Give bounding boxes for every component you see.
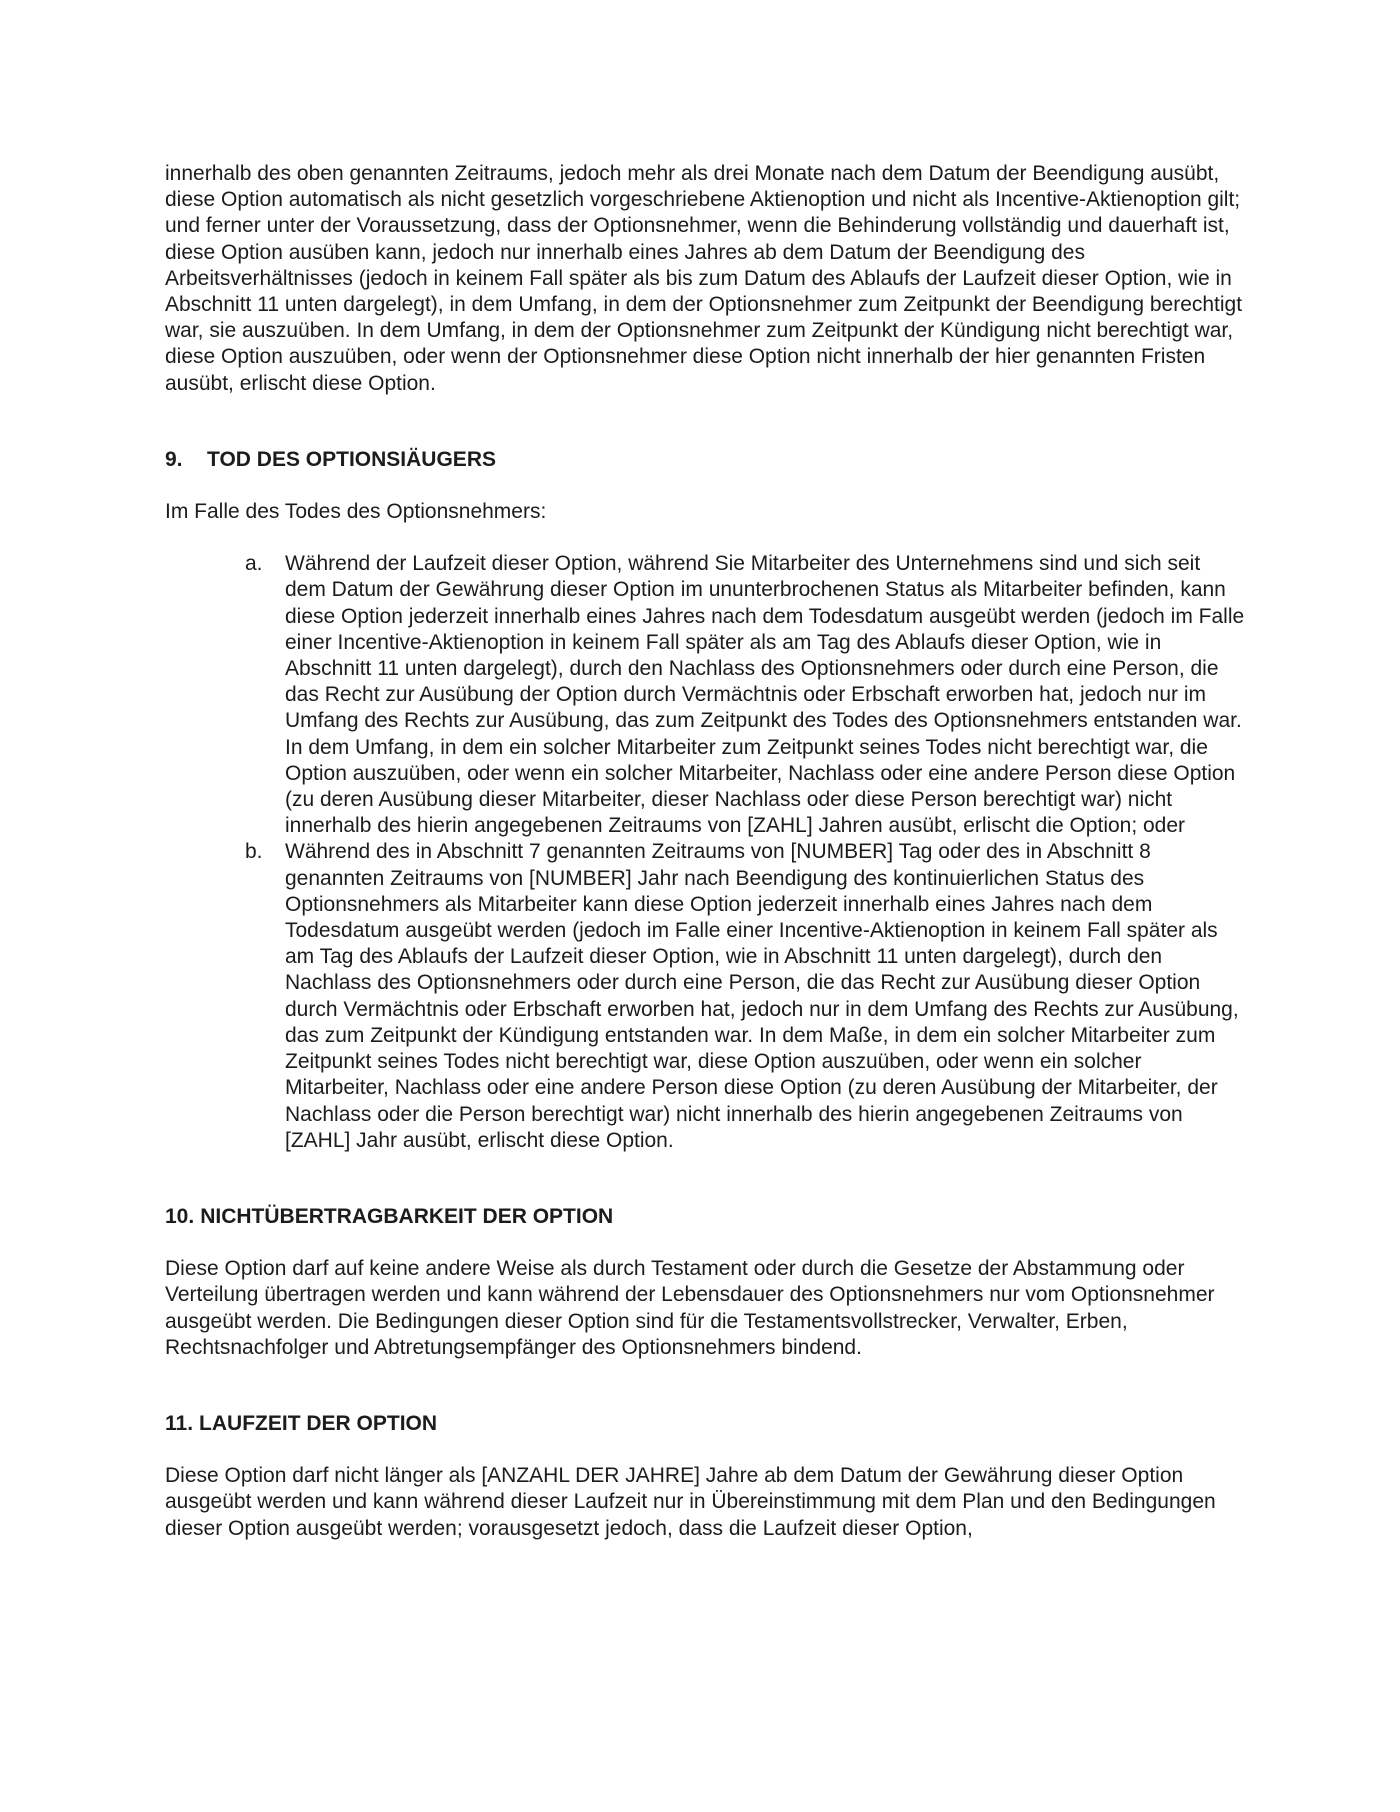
section-11-number: 11. (165, 1411, 194, 1435)
section-10-heading (165, 1204, 1245, 1230)
section-9-list (165, 551, 1245, 1154)
section-9-title: TOD DES OPTIONSIÄUGERS (207, 447, 496, 471)
list-item (165, 839, 1245, 1153)
section-9-heading (165, 447, 1245, 473)
section-10-number: 10. (165, 1204, 195, 1228)
section-9-intro: Im Falle des Todes des Optionsnehmers: (165, 500, 547, 524)
list-marker: a. (245, 552, 263, 576)
list-item-text: Während der Laufzeit dieser Option, während Sie Mitarbeiter des Unternehmens sind und sich seit dem Datum der Gewährung dieser Option im ununterbrochenen Status als Mitarbeiter befinden, kann diese Option jederzeit innerhalb eines Jahres nach dem Todesdatum ausgeübt werden (jedoch im Falle einer Incentive-Aktienoption in keinem Fall später als am Tag des Ablaufs dieser Option, wie in Abschnitt 11 unten dargelegt), durch den Nachlass des Optionsnehmers oder durch eine Person, die das Recht zur Ausübung der Option durch Vermächtnis oder Erbschaft erworben hat, jedoch nur im Umfang des Rechts zur Ausübung, das zum Zeitpunkt des Todes des Optionsnehmers entstanden war. In dem Umfang, in dem ein solcher Mitarbeiter zum Zeitpunkt seines Todes nicht berechtigt war, die Option auszuüben, oder wenn ein solcher Mitarbeiter, Nachlass oder eine andere Person diese Option (zu deren Ausübung dieser Mitarbeiter, dieser Nachlass oder diese Person berechtigt war) nicht innerhalb des hierin angegebenen Zeitraums von [ZAHL] Jahren ausübt, erlischt die Option; oder (285, 552, 1245, 838)
section-9-number: 9. (165, 447, 183, 471)
continuation-paragraph: innerhalb des oben genannten Zeitraums, jedoch mehr als drei Monate nach dem Datum der Beendigung ausübt, diese Option automatisch als nicht gesetzlich vorgeschriebene Aktienoption und nicht als Incentive-Aktienoption gilt; und ferner unter der Voraussetzung, dass der Optionsnehmer, wenn die Behinderung vollständig und dauerhaft ist, diese Option ausüben kann, jedoch nur innerhalb eines Jahres ab dem Datum der Beendigung des Arbeitsverhältnisses (jedoch in keinem Fall später als bis zum Datum des Ablaufs der Laufzeit dieser Option, wie in Abschnitt 11 unten dargelegt), in dem Umfang, in dem der Optionsnehmer zum Zeitpunkt der Beendigung berechtigt war, sie auszuüben. In dem Umfang, in dem der Optionsnehmer zum Zeitpunkt der Kündigung nicht berechtigt war, diese Option auszuüben, oder wenn der Optionsnehmer diese Option nicht innerhalb der hier genannten Fristen ausübt, erlischt diese Option. (165, 162, 1243, 395)
section-10-title: NICHTÜBERTRAGBARKEIT DER OPTION (200, 1204, 614, 1228)
document-content (165, 161, 1245, 1542)
section-10-body: Diese Option darf auf keine andere Weise als durch Testament oder durch die Gesetze der Abstammung oder Verteilung übertragen werden und kann während der Lebensdauer des Optionsnehmers nur vom Optionsnehmer ausgeübt werden. Die Bedingungen dieser Option sind für die Testamentsvollstrecker, Verwalter, Erben, Rechtsnachfolger und Abtretungsempfänger des Optionsnehmers bindend. (165, 1257, 1215, 1359)
section-11-heading (165, 1411, 1245, 1437)
section-11-body: Diese Option darf nicht länger als [ANZAHL DER JAHRE] Jahre ab dem Datum der Gewährung dieser Option ausgeübt werden und kann während dieser Laufzeit nur in Übereinstimmung mit dem Plan und den Bedingungen dieser Option ausgeübt werden; vorausgesetzt jedoch, dass die Laufzeit dieser Option, (165, 1464, 1216, 1540)
list-marker: b. (245, 840, 263, 864)
section-11-title: LAUFZEIT DER OPTION (199, 1411, 438, 1435)
list-item-text: Während des in Abschnitt 7 genannten Zeitraums von [NUMBER] Tag oder des in Abschnitt 8 genannten Zeitraums von [NUMBER] Jahr nach Beendigung des kontinuierlichen Status des Optionsnehmers als Mitarbeiter kann diese Option jederzeit innerhalb eines Jahres nach dem Todesdatum ausgeübt werden (jedoch im Falle einer Incentive-Aktienoption in keinem Fall später als am Tag des Ablaufs der Laufzeit dieser Option, wie in Abschnitt 11 unten dargelegt), durch den Nachlass des Optionsnehmers oder durch eine Person, die das Recht zur Ausübung dieser Option durch Vermächtnis oder Erbschaft erworben hat, jedoch nur in dem Umfang des Rechts zur Ausübung, das zum Zeitpunkt der Kündigung entstanden war. In dem Maße, in dem ein solcher Mitarbeiter zum Zeitpunkt seines Todes nicht berechtigt war, diese Option auszuüben, oder wenn ein solcher Mitarbeiter, Nachlass oder eine andere Person diese Option (zu deren Ausübung der Mitarbeiter, der Nachlass oder die Person berechtigt war) nicht innerhalb des hierin angegebenen Zeitraums von [ZAHL] Jahr ausübt, erlischt diese Option. (285, 840, 1239, 1152)
list-item (165, 551, 1245, 839)
